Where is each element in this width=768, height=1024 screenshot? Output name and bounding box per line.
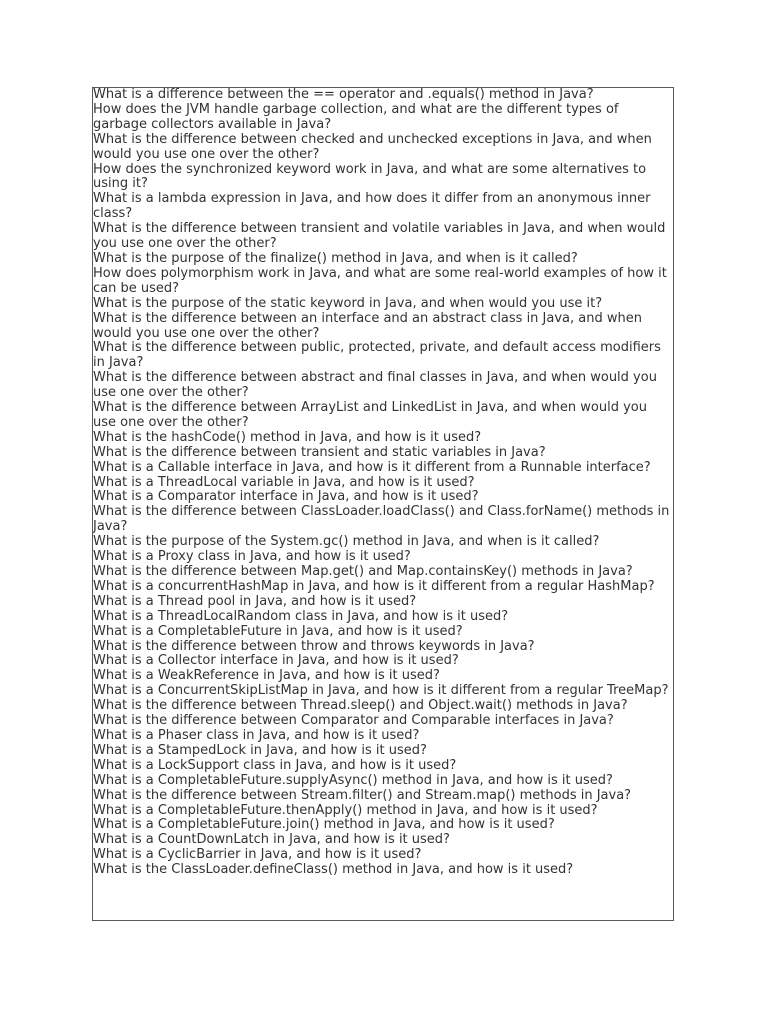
question-item: What is the difference between throw and throws keywords in Java?	[93, 638, 535, 654]
question-item: What is the difference between abstract and final classes in Java, and when would you use one over the other?	[93, 370, 657, 401]
question-item: What is a ConcurrentSkipListMap in Java, and how is it different from a regular TreeMap?	[93, 683, 669, 699]
question-item: What is the difference between Comparator and Comparable interfaces in Java?	[93, 713, 614, 729]
question-item: How does polymorphism work in Java, and what are some real-world examples of how it can be used?	[93, 265, 667, 296]
question-item: What is a ThreadLocalRandom class in Java, and how is it used?	[93, 608, 509, 624]
question-item: What is a LockSupport class in Java, and how is it used?	[93, 757, 457, 773]
question-item: What is the difference between Thread.sleep() and Object.wait() methods in Java?	[93, 698, 628, 714]
question-item: How does the synchronized keyword work in Java, and what are some alternatives to using it?	[93, 161, 647, 192]
question-item: How does the JVM handle garbage collection, and what are the different types of garbage collectors available in Java?	[93, 101, 619, 132]
question-item: What is the difference between public, protected, private, and default access modifiers in Java?	[93, 340, 661, 371]
question-item: What is a ThreadLocal variable in Java, and how is it used?	[93, 474, 475, 490]
question-item: What is a CompletableFuture.join() method in Java, and how is it used?	[93, 817, 555, 833]
question-item: What is the difference between transient and volatile variables in Java, and when would you use one over the other?	[93, 221, 666, 252]
question-document	[92, 87, 674, 921]
question-item: What is a Thread pool in Java, and how is it used?	[93, 593, 417, 609]
question-item: What is the difference between transient and static variables in Java?	[93, 444, 546, 460]
question-item: What is the difference between an interface and an abstract class in Java, and when would you use one over the other?	[93, 310, 642, 341]
question-item: What is a Proxy class in Java, and how is it used?	[93, 549, 411, 565]
question-item: What is the hashCode() method in Java, and how is it used?	[93, 429, 482, 445]
question-item: What is a Collector interface in Java, and how is it used?	[93, 653, 459, 669]
question-item: What is a StampedLock in Java, and how is it used?	[93, 742, 427, 758]
question-item: What is the difference between ArrayList and LinkedList in Java, and when would you use one over the other?	[93, 400, 647, 430]
question-item: What is a difference between the == operator and .equals() method in Java?	[93, 87, 594, 102]
question-item: What is the purpose of the System.gc() method in Java, and when is it called?	[93, 534, 600, 550]
question-item: What is a CountDownLatch in Java, and how is it used?	[93, 832, 450, 848]
question-item: What is a WeakReference in Java, and how is it used?	[93, 668, 440, 684]
question-item: What is the purpose of the static keyword in Java, and when would you use it?	[93, 295, 603, 311]
question-item: What is the difference between Map.get() and Map.containsKey() methods in Java?	[93, 564, 633, 579]
question-item: What is a CompletableFuture in Java, and how is it used?	[93, 623, 463, 639]
question-item: What is the ClassLoader.defineClass() method in Java, and how is it used?	[93, 862, 574, 878]
question-item: What is the difference between checked and unchecked exceptions in Java, and when would you use one over the other?	[93, 131, 652, 162]
question-list	[93, 88, 673, 878]
question-item: What is a Callable interface in Java, and how is it different from a Runnable interface?	[93, 459, 651, 475]
question-item: What is a lambda expression in Java, and how does it differ from an anonymous inner class?	[93, 191, 651, 222]
question-item: What is a CompletableFuture.thenApply() method in Java, and how is it used?	[93, 802, 598, 818]
question-item: What is a Comparator interface in Java, and how is it used?	[93, 489, 479, 505]
question-item: What is the difference between ClassLoader.loadClass() and Class.forName() methods in Java?	[93, 504, 670, 535]
question-item: What is a CompletableFuture.supplyAsync() method in Java, and how is it used?	[93, 772, 613, 788]
question-item: What is a CyclicBarrier in Java, and how is it used?	[93, 847, 422, 863]
question-item: What is the purpose of the finalize() method in Java, and when is it called?	[93, 250, 578, 266]
question-item: What is the difference between Stream.filter() and Stream.map() methods in Java?	[93, 787, 632, 803]
question-item: What is a Phaser class in Java, and how is it used?	[93, 727, 420, 743]
question-item: What is a concurrentHashMap in Java, and how is it different from a regular HashMap?	[93, 578, 655, 594]
